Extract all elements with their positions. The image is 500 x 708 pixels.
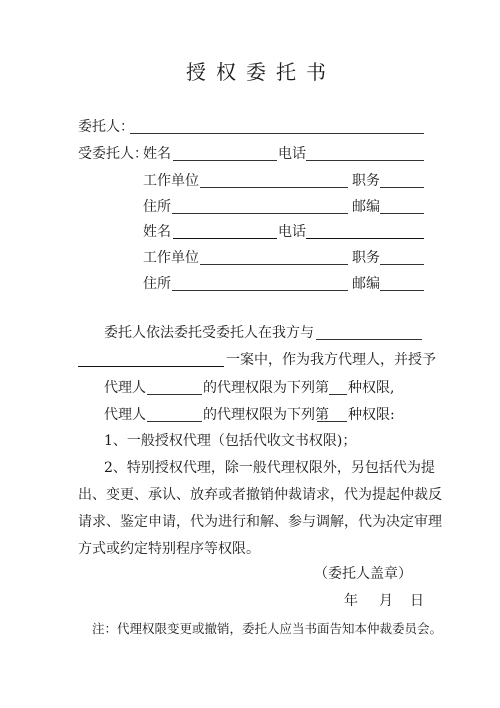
scope1-end: 种权限, — [348, 380, 395, 396]
date-year-label: 年 — [344, 593, 358, 609]
agent2-name-field[interactable] — [173, 238, 277, 239]
scope1-number-field[interactable] — [329, 394, 347, 395]
agent2-work-label: 工作单位 — [143, 250, 199, 266]
agent-label: 受委托人： — [78, 146, 148, 162]
agent1-phone-label: 电话 — [278, 146, 306, 162]
scope2-agent-field[interactable] — [147, 421, 202, 422]
authorization-text: 委托人依法委托受委托人在我方与 — [104, 325, 314, 341]
agent1-phone-field[interactable] — [306, 160, 424, 161]
agent1-address-label: 住所 — [143, 199, 171, 215]
date-month-label: 月 — [379, 593, 393, 609]
agent2-address-field[interactable] — [172, 290, 348, 291]
authorization-text-cont: 一案中，作为我方代理人，并授予 — [226, 352, 436, 368]
agent2-name-label: 姓名 — [143, 224, 171, 240]
special-authorization-line1: 2、特别授权代理，除一般代理权限外，另包括代为提 — [104, 460, 435, 476]
agent1-postcode-label: 邮编 — [352, 199, 380, 215]
principal-seal-label: （委托人盖章） — [314, 566, 412, 582]
scope1-agent-field[interactable] — [147, 394, 202, 395]
agent2-position-label: 职务 — [352, 250, 380, 266]
agent1-address-field[interactable] — [172, 213, 348, 214]
agent1-position-field[interactable] — [380, 187, 424, 188]
agent2-work-field[interactable] — [200, 264, 348, 265]
agent1-name-label: 姓名 — [143, 146, 171, 162]
agent1-work-field[interactable] — [200, 187, 348, 188]
scope1-agent-label: 代理人 — [104, 380, 146, 396]
scope2-text: 的代理权限为下列第 — [203, 407, 329, 423]
scope2-agent-label: 代理人 — [104, 407, 146, 423]
scope2-number-field[interactable] — [317, 421, 347, 422]
agent1-postcode-field[interactable] — [380, 213, 424, 214]
document-title: 授权委托书 — [186, 60, 336, 84]
case-name-field[interactable] — [78, 366, 224, 367]
agent2-position-field[interactable] — [380, 264, 424, 265]
opposing-party-field[interactable] — [316, 339, 422, 340]
agent2-postcode-label: 邮编 — [352, 276, 380, 292]
scope2-end: 种权限: — [348, 407, 395, 423]
agent1-position-label: 职务 — [352, 173, 380, 189]
agent1-work-label: 工作单位 — [143, 173, 199, 189]
agent2-phone-label: 电话 — [278, 224, 306, 240]
agent2-postcode-field[interactable] — [380, 290, 424, 291]
principal-label: 委托人： — [78, 119, 134, 135]
scope1-text: 的代理权限为下列第 — [203, 380, 329, 396]
footnote: 注：代理权限变更或撤销，委托人应当书面告知本仲裁委员会。 — [92, 621, 443, 636]
special-authorization-line4: 方式或约定特别程序等权限。 — [78, 541, 260, 557]
principal-name-field[interactable] — [130, 133, 424, 134]
agent2-address-label: 住所 — [143, 276, 171, 292]
special-authorization-line3: 请求、鉴定申请，代为进行和解、参与调解，代为决定审理 — [78, 514, 442, 530]
date-day-label: 日 — [410, 593, 424, 609]
general-authorization-item: 1、一般授权代理（包括代收文书权限)； — [104, 433, 357, 449]
special-authorization-line2: 出、变更、承认、放弃或者撤销仲裁请求，代为提起仲裁反 — [78, 487, 442, 503]
agent2-phone-field[interactable] — [306, 238, 424, 239]
agent1-name-field[interactable] — [173, 160, 277, 161]
